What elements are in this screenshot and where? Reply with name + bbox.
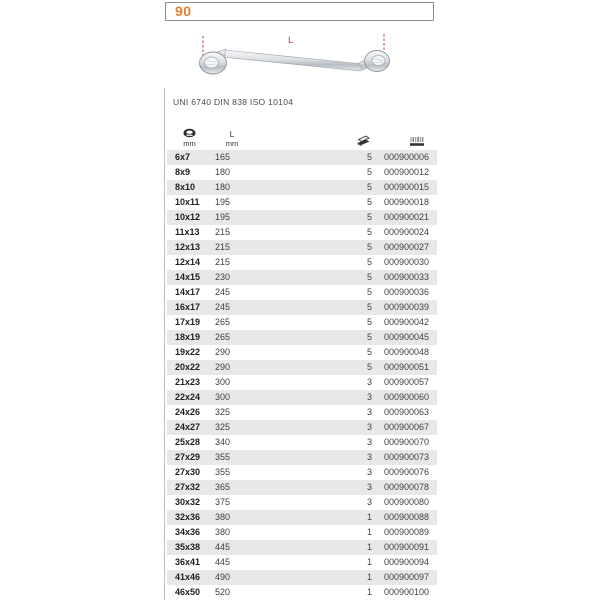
length-unit-label: mm: [225, 139, 239, 148]
order-code-cell: 000900048: [383, 347, 429, 357]
length-cell: 180: [215, 167, 231, 177]
table-row: [167, 420, 437, 435]
table-row: [167, 315, 437, 330]
table-row: [167, 150, 437, 165]
order-code-cell: 000900012: [383, 167, 429, 177]
length-cell: 195: [215, 212, 231, 222]
order-code-cell: 000900089: [383, 527, 429, 537]
pack-quantity-column-header: [252, 120, 372, 150]
pack-quantity-cell: 3: [366, 467, 372, 477]
pack-quantity-cell: 1: [366, 542, 372, 552]
spec-table: [167, 120, 437, 600]
length-cell: 290: [215, 362, 231, 372]
order-code-cell: 000900039: [383, 302, 429, 312]
size-cell: 36x41: [175, 557, 201, 567]
size-cell: 10x12: [175, 212, 201, 222]
pack-quantity-cell: 3: [366, 497, 372, 507]
length-cell: 380: [215, 512, 231, 522]
table-row: [167, 180, 437, 195]
size-cell: 17x19: [175, 317, 201, 327]
size-cell: 27x32: [175, 482, 201, 492]
order-code-cell: 000900063: [383, 407, 429, 417]
order-code-cell: 000900015: [383, 182, 429, 192]
order-code-cell: 000900060: [383, 392, 429, 402]
order-code-cell: 000900078: [383, 482, 429, 492]
size-cell: 14x17: [175, 287, 201, 297]
code-column-header: [372, 120, 437, 150]
order-code-cell: 000900036: [383, 287, 429, 297]
table-row: [167, 255, 437, 270]
length-cell: 215: [215, 227, 231, 237]
pack-quantity-cell: 1: [366, 572, 372, 582]
length-cell: 355: [215, 467, 231, 477]
order-code-cell: 000900018: [383, 197, 429, 207]
order-code-cell: 000900006: [383, 152, 429, 162]
length-cell: 230: [215, 272, 231, 282]
table-row: [167, 210, 437, 225]
table-row: [167, 360, 437, 375]
column-divider-line: [164, 88, 165, 600]
table-row: [167, 375, 437, 390]
size-column-header: [167, 120, 212, 150]
length-cell: 300: [215, 392, 231, 402]
order-code-cell: 000900088: [383, 512, 429, 522]
model-number-box: [165, 2, 434, 21]
size-cell: 35x38: [175, 542, 201, 552]
product-figure: [160, 30, 440, 88]
length-label: L: [229, 129, 235, 139]
size-unit-label: mm: [183, 139, 196, 148]
spec-table-header: [167, 120, 437, 150]
size-cell: 8x9: [175, 167, 191, 177]
spec-table-body: [167, 150, 437, 600]
model-number: 90: [175, 3, 192, 19]
size-cell: 24x26: [175, 407, 201, 417]
size-cell: 11x13: [175, 227, 200, 237]
table-row: [167, 450, 437, 465]
table-row: [167, 270, 437, 285]
order-code-cell: 000900024: [383, 227, 429, 237]
size-cell: 20x22: [175, 362, 201, 372]
table-row: [167, 390, 437, 405]
pack-quantity-cell: 5: [366, 182, 372, 192]
dimension-label: L: [288, 35, 294, 46]
order-code-cell: 000900021: [383, 212, 429, 222]
size-cell: 34x36: [175, 527, 201, 537]
table-row: [167, 525, 437, 540]
order-code-cell: 000900067: [383, 422, 429, 432]
pack-quantity-cell: 5: [366, 332, 372, 342]
double-ring-offset-wrench-illustration: [160, 30, 440, 88]
order-code-cell: 000900073: [383, 452, 429, 462]
size-cell: 12x14: [175, 257, 201, 267]
pack-quantity-cell: 3: [366, 452, 372, 462]
length-cell: 265: [215, 332, 231, 342]
order-code-cell: 000900027: [383, 242, 429, 252]
table-row: [167, 345, 437, 360]
pack-quantity-cell: 3: [366, 407, 372, 417]
size-cell: 14x15: [175, 272, 201, 282]
order-code-cell: 000900070: [383, 437, 429, 447]
length-cell: 445: [215, 542, 231, 552]
length-cell: 445: [215, 557, 231, 567]
standards-caption: UNI 6740 DIN 838 ISO 10104: [173, 97, 294, 107]
order-code-cell: 000900030: [383, 257, 429, 267]
pack-quantity-cell: 5: [366, 197, 372, 207]
pack-quantity-cell: 3: [366, 437, 372, 447]
table-row: [167, 585, 437, 600]
table-row: [167, 225, 437, 240]
pack-quantity-cell: 5: [366, 227, 372, 237]
length-cell: 245: [215, 287, 231, 297]
length-cell: 340: [215, 437, 231, 447]
pack-quantity-cell: 1: [366, 512, 372, 522]
size-cell: 19x22: [175, 347, 201, 357]
order-code-cell: 000900076: [383, 467, 429, 477]
table-row: [167, 285, 437, 300]
length-cell: 520: [215, 587, 231, 597]
size-cell: 25x28: [175, 437, 201, 447]
pack-quantity-cell: 5: [366, 362, 372, 372]
pack-quantity-cell: 5: [366, 272, 372, 282]
table-row: [167, 165, 437, 180]
pack-quantity-cell: 5: [366, 242, 372, 252]
order-code-cell: 000900042: [383, 317, 429, 327]
size-cell: 32x36: [175, 512, 201, 522]
table-row: [167, 330, 437, 345]
length-cell: 300: [215, 377, 231, 387]
pack-quantity-cell: 3: [366, 422, 372, 432]
length-cell: 215: [215, 242, 231, 252]
order-code-cell: 000900097: [383, 572, 429, 582]
size-cell: 27x30: [175, 467, 201, 477]
table-row: [167, 570, 437, 585]
size-cell: 27x29: [175, 452, 201, 462]
table-row: [167, 555, 437, 570]
order-code-cell: 000900094: [383, 557, 429, 567]
length-cell: 265: [215, 317, 231, 327]
pack-quantity-cell: 5: [366, 212, 372, 222]
table-row: [167, 405, 437, 420]
size-cell: 46x50: [175, 587, 201, 597]
table-row: [167, 300, 437, 315]
table-row: [167, 195, 437, 210]
order-code-cell: 000900057: [383, 377, 429, 387]
order-code-cell: 000900045: [383, 332, 429, 342]
length-cell: 165: [215, 152, 231, 162]
table-row: [167, 540, 437, 555]
size-cell: 30x32: [175, 497, 201, 507]
order-code-cell: 000900051: [383, 362, 429, 372]
order-code-cell: 000900091: [383, 542, 429, 552]
barcode-icon: [409, 136, 425, 147]
length-cell: 245: [215, 302, 231, 312]
pack-quantity-cell: 3: [366, 392, 372, 402]
length-cell: 180: [215, 182, 231, 192]
order-code-cell: 000900033: [383, 272, 429, 282]
pack-quantity-cell: 3: [366, 482, 372, 492]
size-cell: 12x13: [175, 242, 201, 252]
size-cell: 18x19: [175, 332, 201, 342]
length-cell: 355: [215, 452, 231, 462]
pack-quantity-cell: 5: [366, 317, 372, 327]
length-cell: 325: [215, 422, 231, 432]
size-cell: 24x27: [175, 422, 201, 432]
ring-end-icon: [183, 128, 196, 138]
pack-quantity-cell: 5: [366, 167, 372, 177]
size-cell: 10x11: [175, 197, 200, 207]
length-cell: 215: [215, 257, 231, 267]
pack-quantity-cell: 1: [366, 527, 372, 537]
size-cell: 22x24: [175, 392, 201, 402]
pack-quantity-cell: 5: [366, 347, 372, 357]
pack-quantity-icon: [356, 135, 371, 147]
pack-quantity-cell: 5: [366, 287, 372, 297]
length-cell: 380: [215, 527, 231, 537]
length-cell: 195: [215, 197, 231, 207]
pack-quantity-cell: 1: [366, 557, 372, 567]
order-code-cell: 000900080: [383, 497, 429, 507]
table-row: [167, 480, 437, 495]
size-cell: 8x10: [175, 182, 196, 192]
length-cell: 375: [215, 497, 231, 507]
length-column-header: [212, 120, 252, 150]
length-cell: 365: [215, 482, 231, 492]
pack-quantity-cell: 1: [366, 587, 372, 597]
size-cell: 41x46: [175, 572, 201, 582]
length-cell: 325: [215, 407, 231, 417]
length-cell: 290: [215, 347, 231, 357]
size-cell: 6x7: [175, 152, 191, 162]
pack-quantity-cell: 3: [366, 377, 372, 387]
table-row: [167, 495, 437, 510]
table-row: [167, 240, 437, 255]
pack-quantity-cell: 5: [366, 152, 372, 162]
table-row: [167, 510, 437, 525]
size-cell: 21x23: [175, 377, 201, 387]
table-row: [167, 465, 437, 480]
table-row: [167, 435, 437, 450]
length-cell: 490: [215, 572, 231, 582]
pack-quantity-cell: 5: [366, 257, 372, 267]
order-code-cell: 000900100: [383, 587, 429, 597]
size-cell: 16x17: [175, 302, 201, 312]
pack-quantity-cell: 5: [366, 302, 372, 312]
